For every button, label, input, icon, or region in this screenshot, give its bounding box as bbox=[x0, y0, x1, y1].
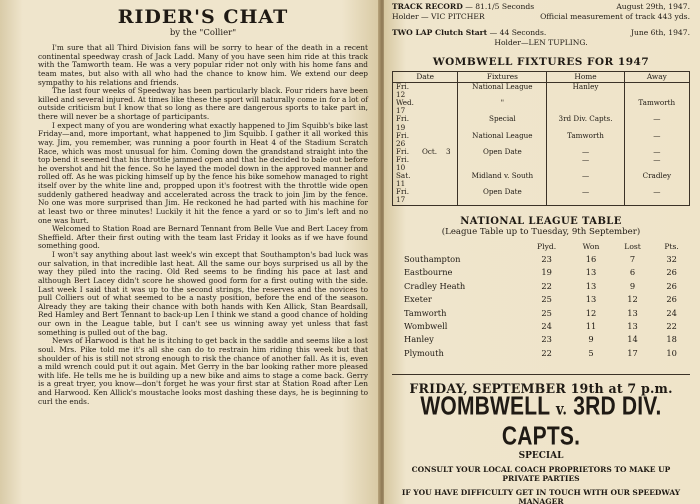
league-lost: 17 bbox=[627, 347, 638, 358]
league-points: 22 bbox=[666, 320, 677, 331]
fixture-date bbox=[393, 172, 458, 188]
league-table-subtitle: (League Table up to Tuesday, 9th September) bbox=[441, 226, 641, 237]
article-body bbox=[38, 44, 368, 406]
league-lost: 13 bbox=[627, 307, 638, 318]
track-measurement-note: Official measurement of track 443 yds. bbox=[540, 12, 690, 21]
fixtures-header-date: Date bbox=[393, 72, 458, 83]
fixture-row bbox=[393, 99, 690, 115]
track-record-value: 81.1/5 Seconds bbox=[475, 2, 535, 11]
fixture-away: — bbox=[624, 132, 689, 148]
holder-label: Holder bbox=[392, 12, 419, 21]
fixture-day-number: 11 bbox=[396, 179, 406, 189]
league-team: Plymouth bbox=[404, 347, 444, 358]
match-away-team: 3RD DIV. CAPTS. bbox=[501, 392, 662, 451]
fixture-row bbox=[393, 83, 690, 100]
league-team: Hanley bbox=[404, 334, 434, 345]
fixture-away: Tamworth bbox=[624, 99, 689, 115]
league-row bbox=[392, 347, 690, 360]
league-lost: 7 bbox=[629, 253, 636, 264]
fixture-date bbox=[393, 83, 458, 100]
fixture-date bbox=[393, 156, 458, 172]
fixture-row bbox=[393, 115, 690, 131]
fixture-day-number: 10 bbox=[396, 163, 406, 173]
league-row bbox=[392, 280, 690, 293]
league-row bbox=[392, 320, 690, 333]
league-played: 24 bbox=[541, 320, 552, 331]
match-special-label: SPECIAL bbox=[518, 451, 564, 462]
article-byline: by the "Collier" bbox=[169, 28, 237, 38]
fixtures-title: WOMBWELL FIXTURES FOR 1947 bbox=[432, 56, 650, 68]
fixture-home: — bbox=[547, 188, 624, 205]
fixture-home: Tamworth bbox=[547, 132, 624, 148]
league-row bbox=[392, 293, 690, 306]
league-played: 25 bbox=[541, 294, 552, 305]
league-played: 23 bbox=[541, 253, 552, 264]
speedway-manager-note: IF YOU HAVE DIFFICULTY GET IN TOUCH WITH OUR SPEEDWAY MANAGER bbox=[401, 487, 681, 504]
league-won: 13 bbox=[585, 280, 597, 291]
two-lap-label: TWO LAP Clutch Start bbox=[392, 28, 488, 37]
fixture-row bbox=[393, 188, 690, 205]
holder-name: LEN TUPLING. bbox=[528, 38, 588, 47]
fixtures-header-away: Away bbox=[624, 72, 689, 83]
fixture-day: Fri. bbox=[396, 130, 410, 140]
fixtures-header-home: Home bbox=[547, 72, 624, 83]
fixture-competition: Midland v. South bbox=[458, 172, 547, 188]
fixture-row bbox=[393, 156, 690, 172]
match-home-team: WOMBWELL bbox=[420, 392, 550, 421]
league-won: 16 bbox=[585, 253, 597, 264]
fixture-day-number: 19 bbox=[396, 122, 406, 132]
fixtures-header-fixtures: Fixtures bbox=[458, 72, 547, 83]
league-won: 13 bbox=[585, 294, 597, 305]
fixture-day: Sat. bbox=[396, 171, 411, 181]
league-team: Exeter bbox=[404, 294, 432, 305]
fixture-day-number: 17 bbox=[396, 195, 406, 205]
fixture-competition bbox=[458, 156, 547, 172]
league-points: 10 bbox=[666, 347, 677, 358]
league-team: Cradley Heath bbox=[404, 280, 466, 291]
league-lost: 13 bbox=[627, 320, 638, 331]
article-title: RIDER'S CHAT bbox=[117, 6, 289, 28]
fixture-date bbox=[393, 115, 458, 131]
league-won: 12 bbox=[585, 307, 597, 318]
track-record-holder-line: Holder — VIC PITCHER Official measurement of track 443 yds. bbox=[392, 12, 690, 21]
two-lap-record-line: TWO LAP Clutch Start — 44 Seconds. June 6th, 1947. bbox=[392, 28, 690, 37]
fixture-day: Wed. bbox=[396, 98, 414, 108]
league-lost: 12 bbox=[627, 294, 638, 305]
league-row bbox=[392, 266, 690, 279]
league-row bbox=[392, 253, 690, 266]
fixture-home: — bbox=[547, 156, 624, 172]
league-table-title: NATIONAL LEAGUE TABLE bbox=[460, 215, 622, 227]
fixture-row bbox=[393, 132, 690, 148]
league-won: 11 bbox=[585, 320, 597, 331]
league-won: 9 bbox=[588, 334, 594, 345]
league-row bbox=[392, 333, 690, 346]
league-lost: 6 bbox=[629, 267, 636, 278]
match-versus: v. bbox=[555, 400, 568, 420]
fixture-date bbox=[393, 188, 458, 205]
article-paragraph: I won't say anything about last week's win except that Southampton's bad luck was our salvation, in that incredible last heat. All the same our boys surprised us all by the way they piled into the racing. Old Red seems to be finding his pace at last and although Bert Lacey didn't score he showed good form for a first outing with the side. Last week I said that it was up to the second strings, the reserves and the novices to pull Colliers out of what seemed to be a nasty position, before the end of the season. Already they are taking their chance with both hands with Ken Allick, Stan Beardsall, Red Hamley and Bert Tennant to back-up Len I think we stand a good chance of holding our own in the League table, but I can't see us winning away yet unless that fast something is pulled out of the bag. bbox=[38, 250, 368, 337]
coach-parties-note: CONSULT YOUR LOCAL COACH PROPRIETORS TO MAKE UP PRIVATE PARTIES bbox=[411, 465, 671, 484]
league-points: 24 bbox=[666, 307, 677, 318]
fixtures-table bbox=[392, 71, 690, 206]
fixture-away: Cradley bbox=[624, 172, 689, 188]
track-record-date: August 29th, 1947. bbox=[616, 2, 690, 11]
league-points: 26 bbox=[666, 294, 677, 305]
fixture-away: — bbox=[624, 148, 689, 156]
league-header-row bbox=[392, 240, 690, 253]
holder-name: VIC PITCHER bbox=[431, 12, 485, 21]
fixture-row bbox=[393, 172, 690, 188]
league-header-team bbox=[392, 240, 523, 253]
next-meeting-date: FRIDAY, SEPTEMBER 19th at 7 p.m. bbox=[392, 374, 690, 396]
league-team: Eastbourne bbox=[404, 267, 453, 278]
track-record-line: TRACK RECORD — 81.1/5 Seconds August 29th, 1947. bbox=[392, 2, 690, 11]
fixture-date bbox=[393, 99, 458, 115]
league-points: 32 bbox=[666, 253, 677, 264]
track-record-label: TRACK RECORD bbox=[392, 2, 463, 11]
fixture-home: — bbox=[547, 148, 624, 156]
fixture-day: Fri. bbox=[396, 82, 410, 92]
league-played: 25 bbox=[541, 307, 552, 318]
fixture-away bbox=[624, 83, 689, 100]
fixture-day-number: 12 bbox=[396, 90, 406, 100]
article-paragraph: I expect many of you are wondering what exactly happened to Jim Squibb's bike last Friday—and, more important, what happened to Jim Squibb. I gather it all worked this way. Jim, you remember, was running a poor fourth in Heat 4 of the Stadium Scratch Race, which was most unusual for him. Coming down the grandstand straight into the top bend it seemed that his throttle jammed open and that he decided to bale out before he overshot and hit the fence. So he layed the model down in the approved manner and rolled off. As he was picking himself up by the fence his bike somehow managed to right itself over by the white line and, propped upon it's footrest with the throttle wide open suddenly gathered headway and accelerated across the track to join Jim by the fence. No one was more surprised than Jim. He reckoned he had parted with his machine for at least two or three minutes! Luckily it hit the fence a yard or so to Jim's left and no one was hurt. bbox=[38, 120, 369, 225]
league-points: 18 bbox=[666, 334, 677, 345]
league-row bbox=[392, 307, 690, 320]
fixture-day: Fri. bbox=[396, 146, 410, 156]
fixture-competition: Open Date bbox=[458, 148, 547, 156]
league-team: Southampton bbox=[404, 253, 461, 264]
fixture-away: — bbox=[624, 188, 689, 205]
league-header-lost: Lost bbox=[624, 241, 641, 251]
fixture-day: Fri. bbox=[396, 187, 410, 197]
league-played: 19 bbox=[541, 267, 552, 278]
league-table bbox=[392, 240, 690, 361]
article-paragraph: Welcomed to Station Road are Bernard Tennant from Belle Vue and Bert Lacey from Sheffield. After their first outing with the team last Friday it looks as if we have found something good. bbox=[38, 224, 368, 251]
fixture-competition: National League bbox=[458, 132, 547, 148]
holder-label: Holder bbox=[494, 38, 521, 47]
fixture-competition: Special bbox=[458, 115, 547, 131]
fixture-competition: National League bbox=[458, 83, 547, 100]
two-lap-value: 44 Seconds. bbox=[499, 28, 547, 37]
league-header-won: Won bbox=[582, 241, 600, 251]
fixture-away: — bbox=[624, 115, 689, 131]
fixtures-header-row bbox=[393, 72, 690, 83]
fixture-day-number: 26 bbox=[396, 138, 406, 148]
fixture-date bbox=[393, 132, 458, 148]
article-paragraph: The last four weeks of Speedway has been particularly black. Four riders have been killed and several injured. At times like these the sport will naturally come in for a lot of outside criticism but I know that so long as there are dangerous sports to take part in, there will never be a shortage of participants. bbox=[38, 86, 368, 121]
right-page bbox=[384, 0, 700, 504]
league-lost: 14 bbox=[627, 334, 638, 345]
fixture-home: — bbox=[547, 172, 624, 188]
league-header-points: Pts. bbox=[664, 241, 679, 251]
league-won: 5 bbox=[588, 347, 594, 358]
league-points: 26 bbox=[666, 267, 677, 278]
fixture-day: Fri. bbox=[396, 114, 410, 124]
fixture-away: — bbox=[624, 156, 689, 172]
fixture-home: 3rd Div. Capts. bbox=[547, 115, 624, 131]
next-meeting-match bbox=[392, 392, 690, 452]
fixture-row bbox=[393, 148, 690, 156]
league-team: Tamworth bbox=[404, 307, 447, 318]
league-lost: 9 bbox=[629, 280, 636, 291]
two-lap-date: June 6th, 1947. bbox=[630, 28, 690, 37]
fixture-home: Hanley bbox=[547, 83, 624, 100]
league-won: 13 bbox=[585, 267, 597, 278]
league-points: 26 bbox=[666, 280, 677, 291]
two-lap-holder-line: Holder—LEN TUPLING. bbox=[494, 38, 588, 47]
league-played: 22 bbox=[541, 280, 552, 291]
fixture-day-number: 3 bbox=[446, 146, 451, 156]
article-paragraph: News of Harwood is that he is itching to get back in the saddle and seems like a lost soul. Mrs. Pike told me it's all she can do to restrain him riding this week but that shoulder of his is still not strong enough to risk the chance of another fall. As it is, even a mild wrench could put it out again. Met Gerry in the bar looking rather more pleased with life. He tells me he is building up a new bike and aims to stage a come back. Gerry is a great tryer, you know—don't forget he was your first star at Station Road after Len and Harwood. Ken Allick's moustache looks most dashing these days, he is beginning to curl the ends. bbox=[38, 336, 368, 406]
league-team: Wombwell bbox=[404, 320, 448, 331]
article-paragraph: I'm sure that all Third Division fans will be sorry to hear of the death in a recent continental speedway crash of Jack Ladd. Many of you have seen him ride at this track with the Tamworth team. He was a very popular rider not only with his home fans and team mates, but also with all who had the chance to know him. We extend our deep sympathy to his relations and friends. bbox=[38, 43, 368, 87]
league-played: 23 bbox=[541, 334, 552, 345]
fixture-day: Fri. bbox=[396, 154, 410, 164]
league-header-played: Plyd. bbox=[537, 241, 557, 251]
league-played: 22 bbox=[541, 347, 552, 358]
fixture-competition: " bbox=[458, 99, 547, 115]
fixture-competition: Open Date bbox=[458, 188, 547, 205]
fixture-month: Oct. bbox=[422, 146, 438, 156]
fixture-day-number: 17 bbox=[396, 106, 406, 116]
fixture-home bbox=[547, 99, 624, 115]
